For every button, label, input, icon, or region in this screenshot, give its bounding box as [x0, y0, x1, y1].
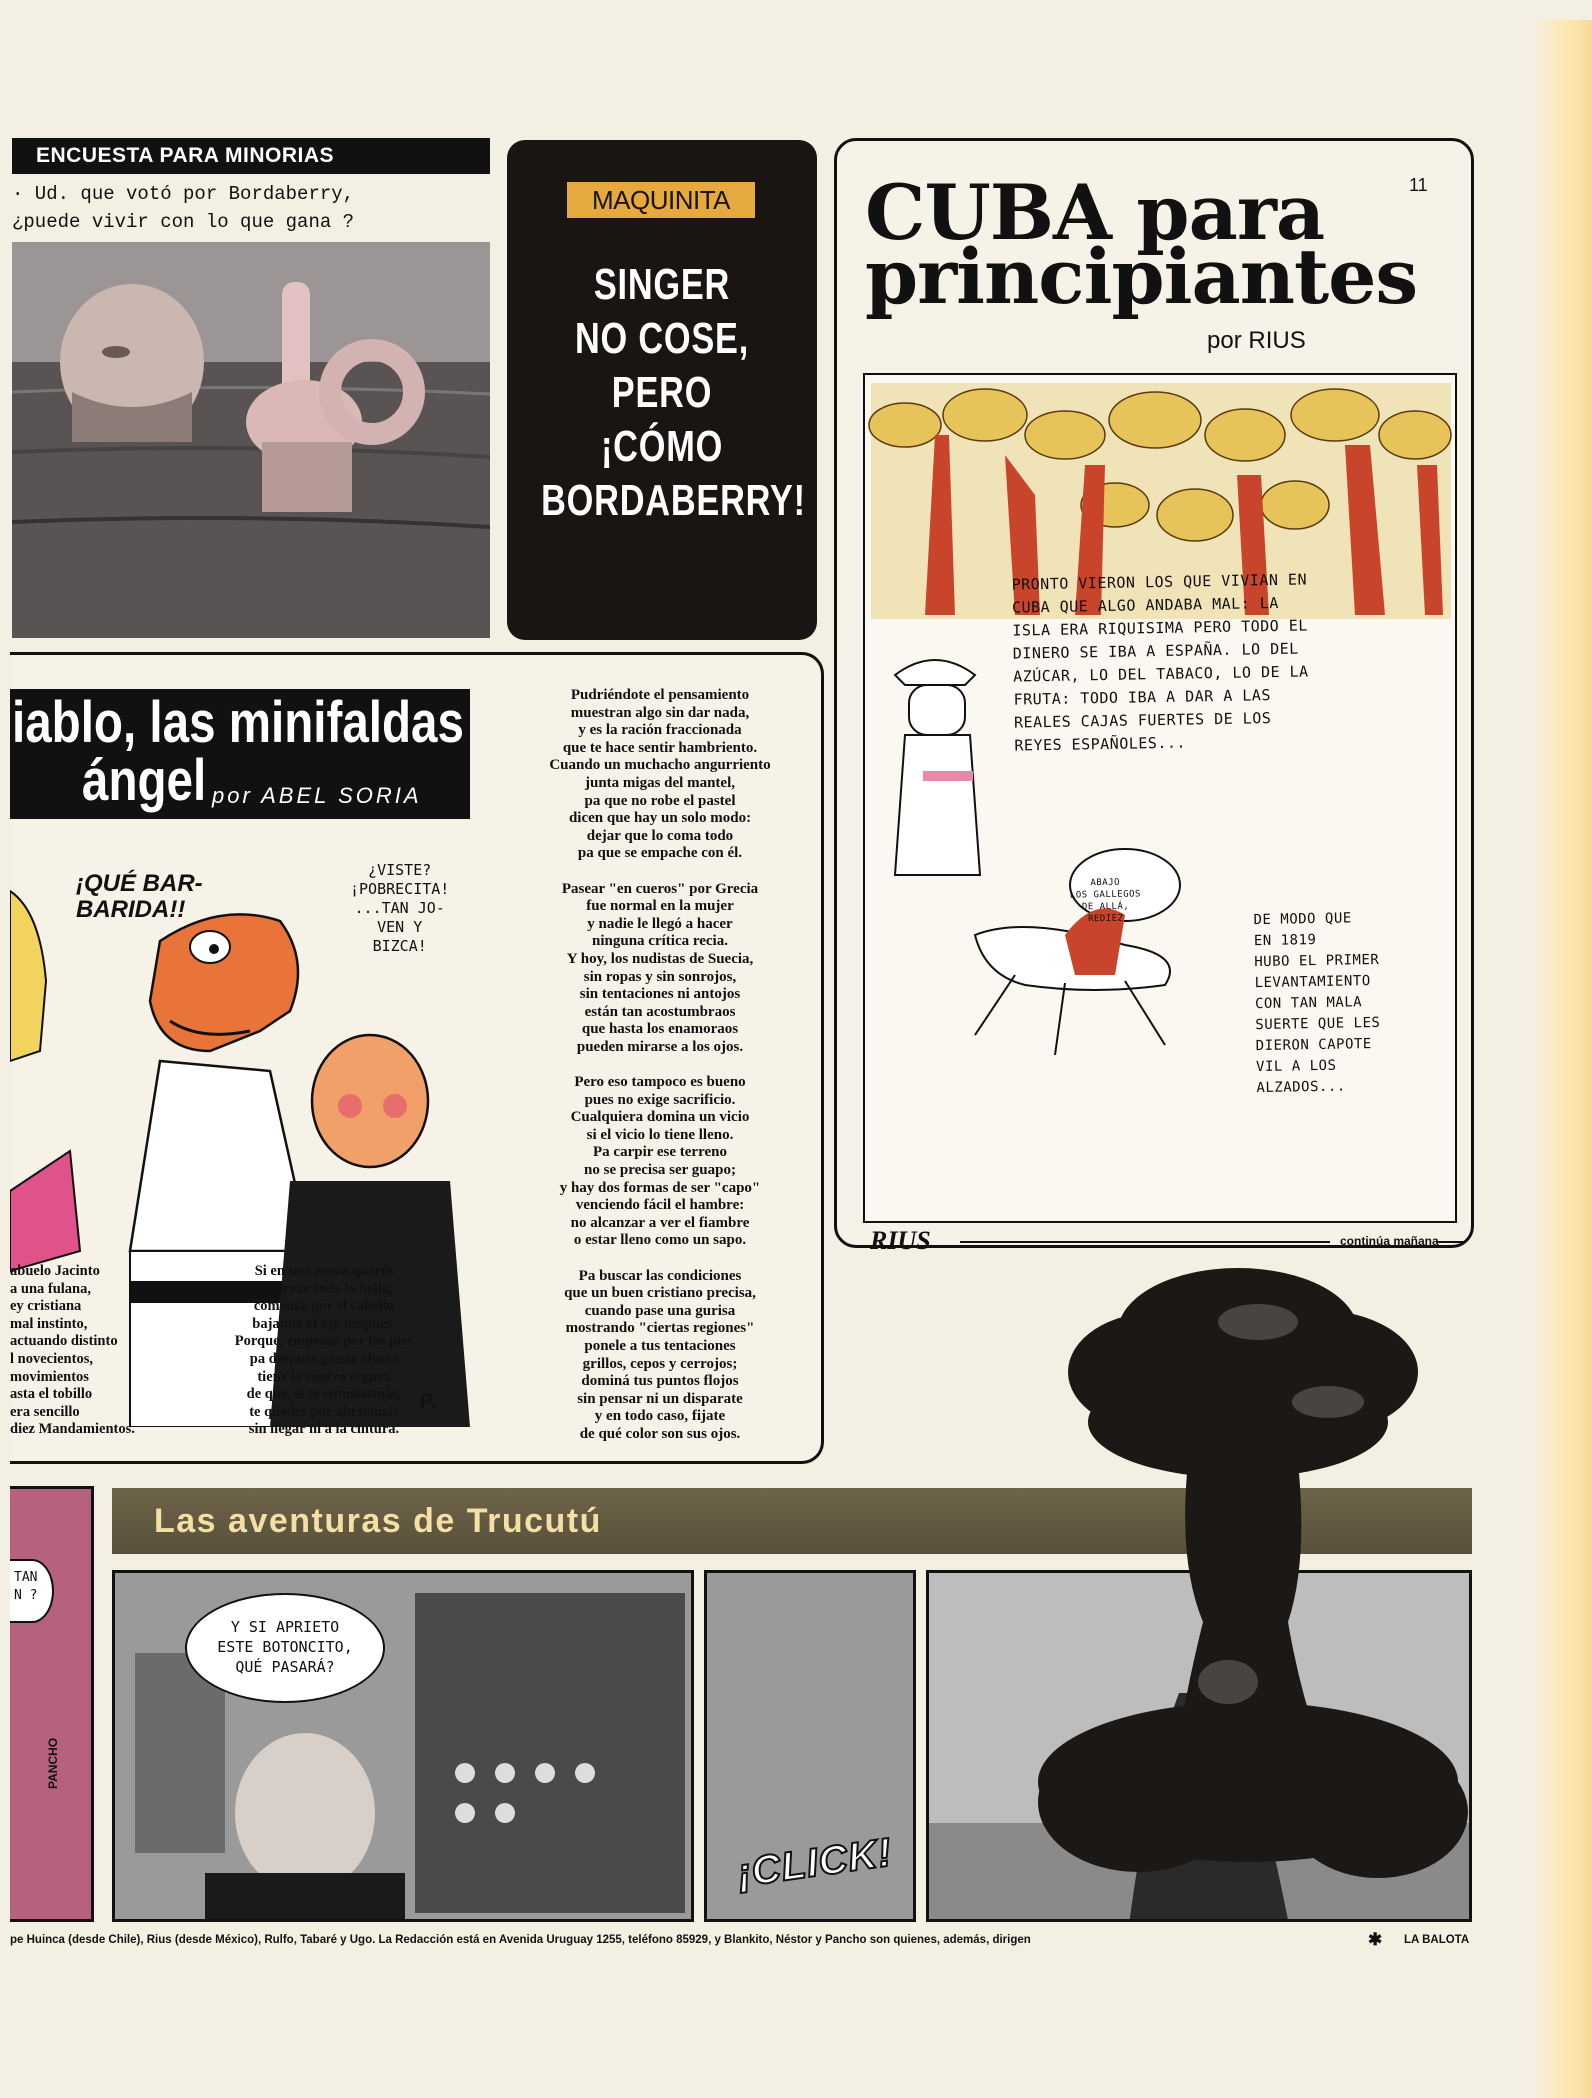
cuba-caption-2: DE MODO QUE EN 1819 HUBO EL PRIMER LEVANTAMIENTO CON TAN MALA SUERTE QUE LES DIERON CAPOTE VIL A LOS ALZADOS... [1253, 910, 1381, 1097]
trucutu-title: Las aventuras de Trucutú [154, 1502, 602, 1540]
article-byline: por ABEL SORIA [212, 783, 422, 808]
cuba-speech-bubble: ABAJO LOS GALLEGOS DE ALLÁ, REDIEZ [1069, 877, 1142, 925]
left-panel-bubble: TAN N ? [10, 1559, 54, 1623]
footer-star: ✱ [1368, 1930, 1383, 1949]
page-edge-stain [1535, 20, 1592, 2098]
click-sound-effect: ¡CLICK! [734, 1830, 896, 1896]
footer-credits: pe Huinca (desde Chile), Rius (desde México), Rulfo, Tabaré y Ugo. La Redacción está en Avenida Uruguay 1255, teléfono 85929, y Blankito, Néstor y Pancho son quienes, además, dirigen [10, 1934, 1031, 1946]
continued-line [870, 1226, 1470, 1255]
maquinita-box [507, 140, 817, 640]
verse-middle-column: Si en una moza querés observar todo lo bello, comenzá por el cabello bajando el ojo después. Porque, empezar por los pies pa después ganar altura tiene la contra segura de que, si te entusiasmás, te quedés por áhi nomás sin llegar ni a la cintura. [234, 1263, 414, 1438]
headline-line: NO COSE, [574, 314, 750, 363]
pancho-signature: PANCHO [46, 1737, 60, 1789]
rius-signature: RIUS [870, 1226, 931, 1255]
page-number: 11 [1409, 175, 1428, 195]
encuesta-question [12, 180, 490, 236]
encuesta-header: ENCUESTA PARA MINORIAS [12, 138, 490, 174]
continued-label: continúa mañana [1340, 1234, 1439, 1248]
title-line-1: CUBA para [865, 168, 1325, 257]
continued-rule-end [1436, 1241, 1466, 1243]
headline-line: BORDABERRY! [541, 476, 806, 525]
pancho-strip-panel [10, 1486, 94, 1922]
cuba-caption-1: PRONTO VIERON LOS QUE VIVIAN EN CUBA QUE ALGO ANDABA MAL: LA ISLA ERA RIQUISIMA PERO TODO EL DINERO SE IBA A ESPAÑA. LO DEL AZÚCAR, LO DEL TABACO, LO DE LA FRUTA: TODO IBA A DAR A LAS REALES CAJAS FUERTES DE LOS REYES ESPAÑOLES... [1011, 570, 1309, 755]
cuba-title [865, 168, 1418, 321]
headline-line: PERO [611, 368, 713, 417]
headline-line: SINGER [593, 260, 731, 309]
cartoon-speech-1: ¡QUÉ BAR- BARIDA!! [76, 870, 203, 923]
trucutu-frame-2 [704, 1570, 916, 1922]
maquinita-tag: MAQUINITA [567, 182, 755, 218]
article-title-line-2: ángel [82, 748, 207, 813]
encuesta-section [12, 138, 490, 638]
cuba-byline: por RIUS [1207, 327, 1306, 354]
title-line-2: principiantes [865, 232, 1418, 321]
cartoon-speech-2: ¿VISTE? ¡POBRECITA! ...TAN JO- VEN Y BIZCA! [350, 861, 450, 955]
verse-right-column: Pudriéndote el pensamiento muestran algo sin dar nada, y es la ración fraccionada que te hace sentir hambriento. Cuando un muchacho angurriento junta migas del mantel, pa que no robe el pastel dicen que hay un solo modo: dejar que lo coma todo pa que se empache con él. Pasear "en cueros" por Grecia fue normal en la mujer y nadie le llegó a hacer ninguna crítica recia. Y hoy, los nudistas de Suecia, sin ropas y sin sonrojos, sin tentaciones ni antojos están tan acostumbraos que hasta los enamoraos pueden mirarse a los ojos. Pero eso tampoco es bueno pues no exige sacrificio. Cualquiera domina un vicio si el vicio lo tiene lleno. Pa carpir ese terreno no se precisa ser guapo; y hay dos formas de ser "capo" venciendo fácil el hambre: no alcanzar a ver el fiambre o estar lleno como un sapo. Pa buscar las condiciones que un buen cristiano precisa, cuando pase una gurisa mostrando "ciertas regiones" ponele a tus tentaciones grillos, cepos y cerrojos; dominá tus puntos flojos sin pensar ni un disparate y en todo caso, fijate de qué color son sus ojos. [549, 687, 771, 1442]
article-title-line-1: iablo, las minifaldas [12, 690, 464, 755]
headline-line: ¡CÓMO [600, 422, 724, 471]
cuba-comic-box [834, 138, 1474, 1248]
footer-brand: LA BALOTA [1404, 1934, 1470, 1946]
encuesta-photo [12, 242, 490, 638]
trucutu-speech-bubble: Y SI APRIETO ESTE BOTONCITO, QUÉ PASARÁ? [185, 1593, 385, 1703]
question-line-1: · Ud. que votó por Bordaberry, [12, 183, 355, 205]
page-footer [10, 1930, 1472, 1956]
minifaldas-article [10, 652, 824, 1464]
question-line-2: ¿puede vivir con lo que gana ? [12, 211, 355, 233]
continued-rule [960, 1241, 1330, 1243]
verse-left-column: abuelo Jacinto a una fulana, ey cristiana mal instinto, actuando distinto l novecientos, movimientos asta el tobillo era sencillo diez Mandamientos. [10, 1263, 135, 1438]
cuba-panel [863, 373, 1457, 1223]
article-header [10, 689, 470, 819]
trucutu-frame-1 [112, 1570, 694, 1922]
maquinita-headline [541, 258, 806, 528]
cartoon-signature: P. [420, 1391, 437, 1413]
mushroom-cloud-image [1028, 1262, 1472, 1922]
